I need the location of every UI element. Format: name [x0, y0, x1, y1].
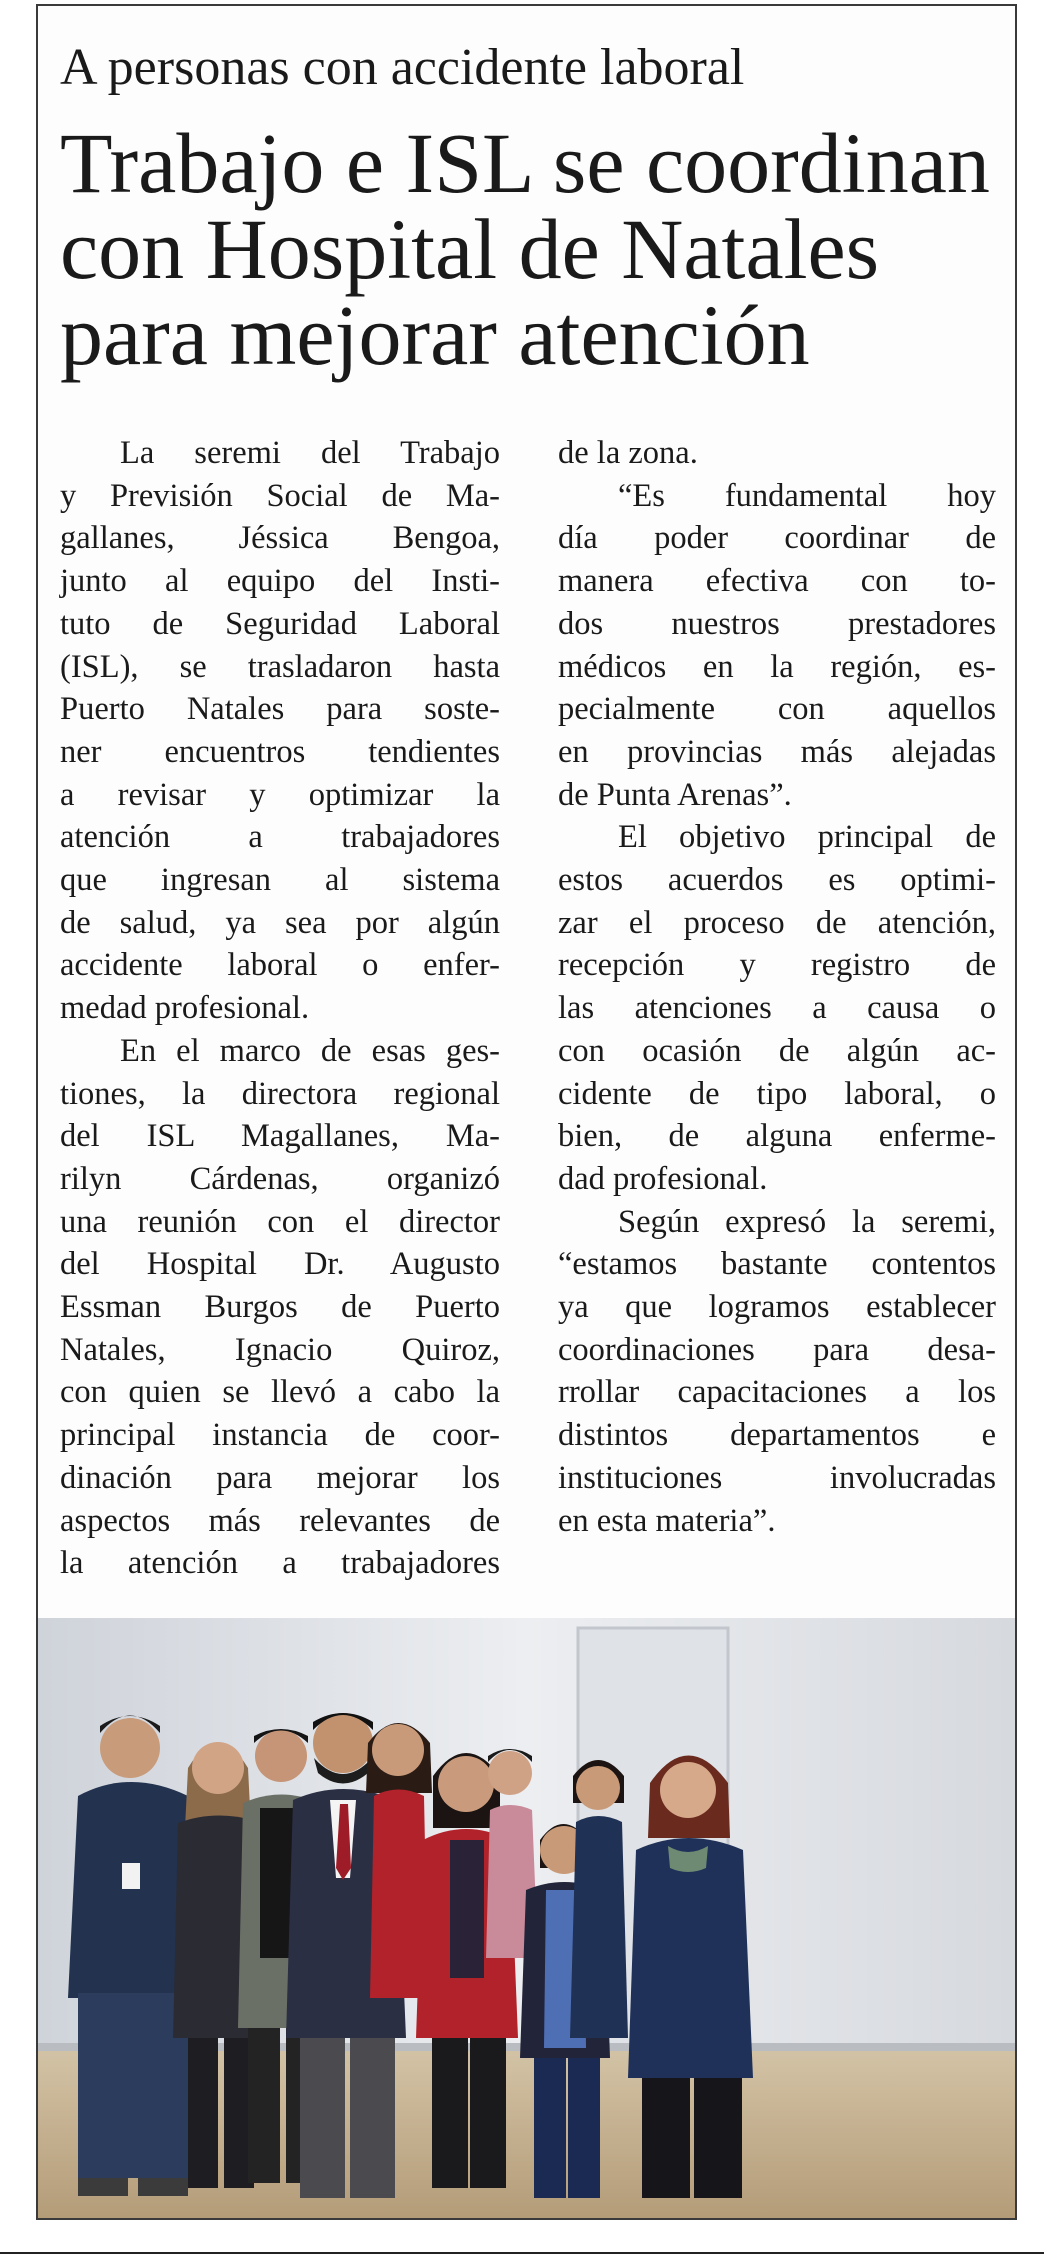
- body-line: rilyn Cárdenas, organizó: [60, 1160, 500, 1197]
- body-line: tuto de Seguridad Laboral: [60, 605, 500, 642]
- headline-line: Trabajo e ISL se coordinan: [60, 115, 990, 211]
- body-line: Puerto Natales para soste-: [60, 691, 500, 728]
- body-line: junto al equipo del Insti-: [60, 563, 500, 600]
- body-column-right: [558, 432, 996, 1542]
- body-line: ner encuentros tendientes: [60, 733, 500, 770]
- body-line: con ocasión de algún ac-: [558, 1032, 996, 1069]
- body-line: Natales, Ignacio Quiroz,: [60, 1331, 500, 1368]
- body-line: coordinaciones para desa-: [558, 1331, 996, 1368]
- body-line: de salud, ya sea por algún: [60, 904, 500, 941]
- headline-line: con Hospital de Natales: [60, 201, 880, 297]
- body-line: bien, de alguna enferme-: [558, 1118, 996, 1155]
- body-line: Essman Burgos de Puerto: [60, 1289, 500, 1326]
- body-line: El objetivo principal de: [618, 819, 996, 856]
- body-line: “estamos bastante contentos: [558, 1246, 996, 1283]
- body-line: dinación para mejorar los: [60, 1459, 500, 1496]
- body-line: distintos departamentos e: [558, 1417, 996, 1454]
- body-line: La seremi del Trabajo: [120, 435, 500, 471]
- body-line: de Punta Arenas”.: [558, 776, 792, 813]
- body-line: las atenciones a causa o: [558, 990, 996, 1027]
- page-bottom-rule: [0, 2252, 1044, 2254]
- body-line: tiones, la directora regional: [60, 1075, 500, 1112]
- body-line: accidente laboral o enfer-: [60, 947, 500, 984]
- body-line: de la zona.: [558, 435, 698, 471]
- body-line: Según expresó la seremi,: [618, 1203, 996, 1240]
- body-line: en provincias más alejadas: [558, 733, 996, 770]
- body-line: atención a trabajadores: [60, 819, 500, 856]
- body-line: cidente de tipo laboral, o: [558, 1075, 996, 1112]
- body-line: con quien se llevó a cabo la: [60, 1374, 500, 1411]
- body-line: principal instancia de coor-: [60, 1417, 500, 1454]
- body-line: médicos en la región, es-: [558, 648, 996, 685]
- body-line: medad profesional.: [60, 990, 310, 1027]
- body-line: día poder coordinar de: [558, 520, 996, 557]
- body-line: del Hospital Dr. Augusto: [60, 1246, 500, 1283]
- body-line: instituciones involucradas: [558, 1459, 996, 1496]
- body-line: y Previsión Social de Ma-: [60, 477, 500, 514]
- body-line: manera efectiva con to-: [558, 563, 996, 600]
- body-line: del ISL Magallanes, Ma-: [60, 1118, 500, 1155]
- body-line: “Es fundamental hoy: [618, 477, 996, 514]
- body-column-left: [60, 432, 500, 1585]
- body-line: zar el proceso de atención,: [558, 904, 996, 941]
- body-line: recepción y registro de: [558, 947, 996, 984]
- body-line: estos acuerdos es optimi-: [558, 862, 996, 899]
- body-line: En el marco de esas ges-: [120, 1032, 500, 1069]
- body-line: que ingresan al sistema: [60, 862, 500, 899]
- body-line: dos nuestros prestadores: [558, 605, 996, 642]
- article-headline: [60, 115, 1000, 383]
- body-line: en esta materia”.: [558, 1502, 776, 1539]
- person: [570, 1760, 628, 2038]
- body-line: (ISL), se trasladaron hasta: [60, 648, 500, 685]
- group-photo: [38, 1618, 1015, 2218]
- body-line: dad profesional.: [558, 1160, 768, 1197]
- body-line: una reunión con el director: [60, 1203, 500, 1240]
- article-kicker: A personas con accidente laboral: [60, 39, 745, 96]
- body-line: aspectos más relevantes de: [60, 1502, 500, 1539]
- body-line: a revisar y optimizar la: [60, 776, 500, 813]
- body-line: pecialmente con aquellos: [558, 691, 996, 728]
- headline-line: para mejorar atención: [60, 287, 810, 383]
- body-line: gallanes, Jéssica Bengoa,: [60, 520, 500, 557]
- body-line: la atención a trabajadores: [60, 1545, 500, 1582]
- body-line: ya que logramos establecer: [558, 1289, 996, 1326]
- body-line: rrollar capacitaciones a los: [558, 1374, 996, 1411]
